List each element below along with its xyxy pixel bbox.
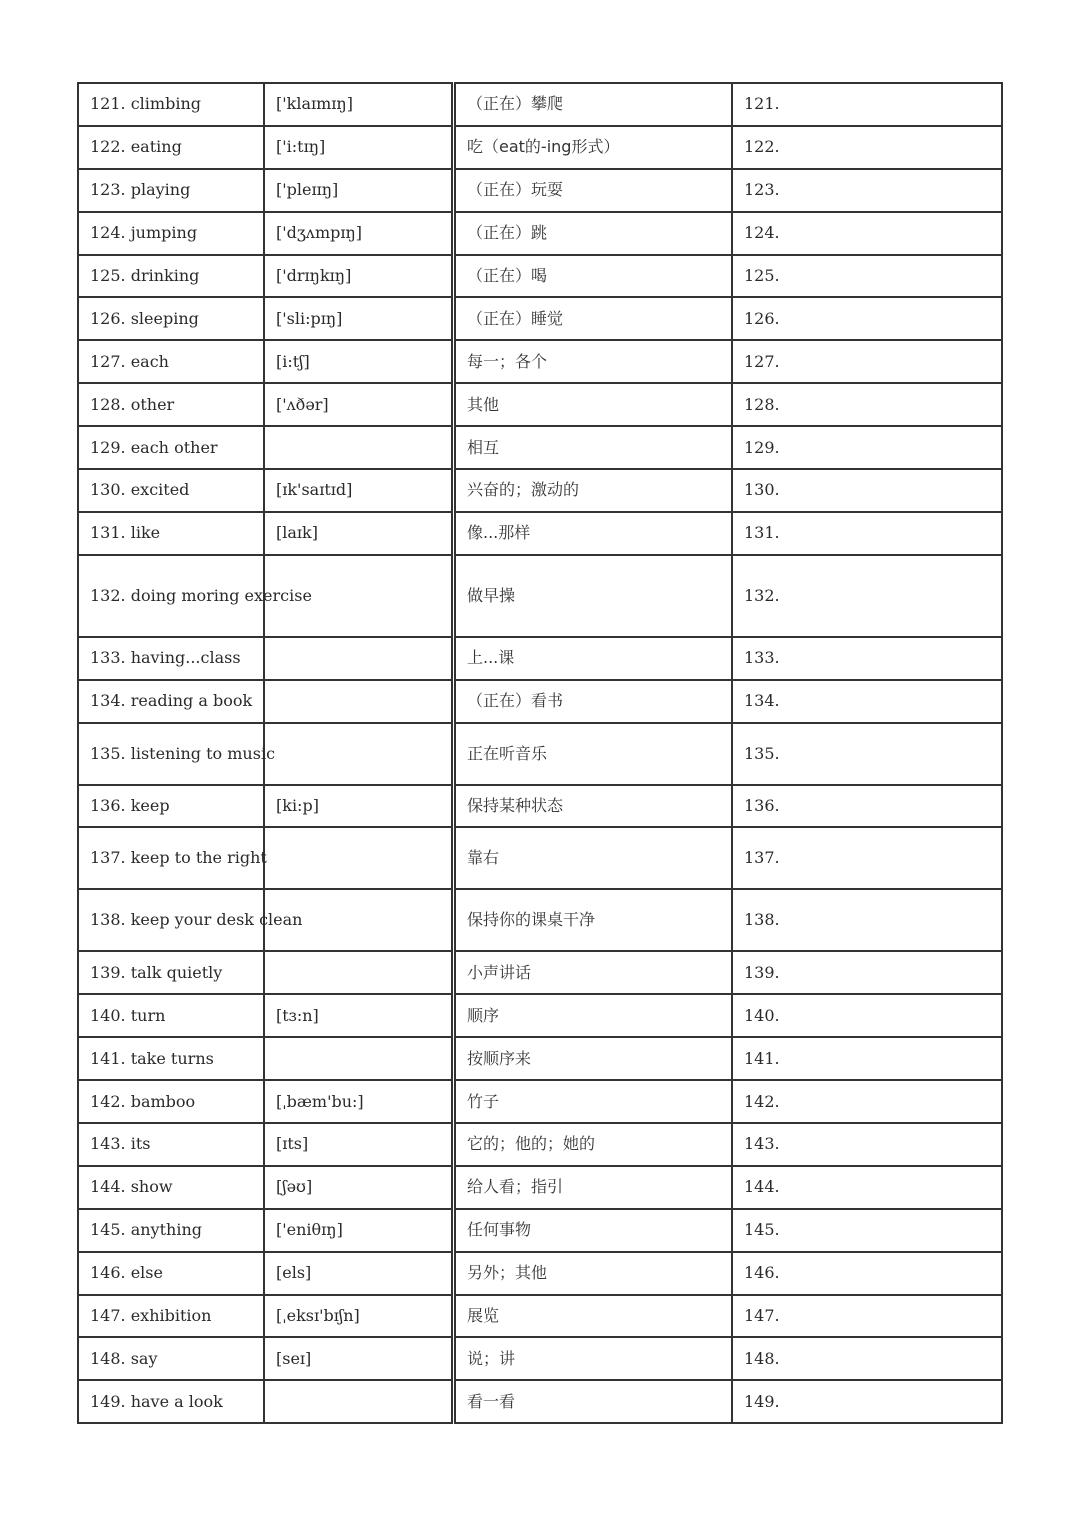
table-row [78, 469, 1002, 512]
vocabulary-table-body [78, 83, 1002, 1423]
blank-answer-cell: 134. [732, 680, 1002, 723]
blank-answer-cell: 148. [732, 1337, 1002, 1380]
table-row [78, 126, 1002, 169]
blank-answer-cell: 128. [732, 383, 1002, 426]
phonetic-cell [264, 637, 454, 680]
blank-answer-cell: 133. [732, 637, 1002, 680]
chinese-meaning-cell: 每一；各个 [454, 340, 733, 383]
blank-answer-cell: 136. [732, 785, 1002, 828]
word-cell: 124. jumping [78, 212, 264, 255]
table-row [78, 512, 1002, 555]
chinese-meaning-cell: 按顺序来 [454, 1037, 733, 1080]
phonetic-cell: [ˌbæm'bu:] [264, 1080, 454, 1123]
blank-answer-cell: 149. [732, 1380, 1002, 1423]
chinese-meaning-cell: （正在）攀爬 [454, 83, 733, 126]
word-cell: 145. anything [78, 1209, 264, 1252]
chinese-meaning-cell: 吃（eat的-ing形式） [454, 126, 733, 169]
table-row [78, 637, 1002, 680]
chinese-meaning-cell: （正在）跳 [454, 212, 733, 255]
chinese-meaning-cell: 保持某种状态 [454, 785, 733, 828]
phonetic-cell [264, 827, 454, 889]
blank-answer-cell: 122. [732, 126, 1002, 169]
blank-answer-cell: 142. [732, 1080, 1002, 1123]
word-cell: 141. take turns [78, 1037, 264, 1080]
phonetic-cell: ['eniθɪŋ] [264, 1209, 454, 1252]
phonetic-cell: ['sli:pɪŋ] [264, 297, 454, 340]
phonetic-cell: [laɪk] [264, 512, 454, 555]
blank-answer-cell: 132. [732, 555, 1002, 637]
table-row [78, 169, 1002, 212]
chinese-meaning-cell: （正在）看书 [454, 680, 733, 723]
table-row [78, 555, 1002, 637]
table-row [78, 1080, 1002, 1123]
table-row [78, 1123, 1002, 1166]
table-row [78, 1037, 1002, 1080]
vocabulary-table [77, 82, 1003, 1424]
table-row [78, 426, 1002, 469]
phonetic-cell: ['dʒʌmpɪŋ] [264, 212, 454, 255]
word-cell: 149. have a look [78, 1380, 264, 1423]
chinese-meaning-cell: 保持你的课桌干净 [454, 889, 733, 951]
chinese-meaning-cell: 像...那样 [454, 512, 733, 555]
blank-answer-cell: 123. [732, 169, 1002, 212]
chinese-meaning-cell: 另外；其他 [454, 1252, 733, 1295]
chinese-meaning-cell: 给人看；指引 [454, 1166, 733, 1209]
table-row [78, 1295, 1002, 1338]
word-cell: 147. exhibition [78, 1295, 264, 1338]
phonetic-cell: [ki:p] [264, 785, 454, 828]
phonetic-cell [264, 680, 454, 723]
blank-answer-cell: 125. [732, 255, 1002, 298]
blank-answer-cell: 135. [732, 723, 1002, 785]
blank-answer-cell: 143. [732, 1123, 1002, 1166]
phonetic-cell [264, 951, 454, 994]
word-cell: 146. else [78, 1252, 264, 1295]
phonetic-cell: [i:tʃ] [264, 340, 454, 383]
phonetic-cell: ['ʌðər] [264, 383, 454, 426]
word-cell: 134. reading a book [78, 680, 264, 723]
chinese-meaning-cell: 做早操 [454, 555, 733, 637]
table-row [78, 383, 1002, 426]
blank-answer-cell: 144. [732, 1166, 1002, 1209]
blank-answer-cell: 127. [732, 340, 1002, 383]
chinese-meaning-cell: （正在）玩耍 [454, 169, 733, 212]
chinese-meaning-cell: 相互 [454, 426, 733, 469]
table-row [78, 723, 1002, 785]
phonetic-cell: [ʃəʊ] [264, 1166, 454, 1209]
phonetic-cell: [els] [264, 1252, 454, 1295]
table-row [78, 827, 1002, 889]
word-cell: 126. sleeping [78, 297, 264, 340]
blank-answer-cell: 141. [732, 1037, 1002, 1080]
chinese-meaning-cell: 顺序 [454, 994, 733, 1037]
phonetic-cell [264, 723, 454, 785]
blank-answer-cell: 138. [732, 889, 1002, 951]
word-cell: 131. like [78, 512, 264, 555]
chinese-meaning-cell: 兴奋的；激动的 [454, 469, 733, 512]
word-cell: 140. turn [78, 994, 264, 1037]
word-cell: 122. eating [78, 126, 264, 169]
chinese-meaning-cell: 靠右 [454, 827, 733, 889]
word-cell: 148. say [78, 1337, 264, 1380]
blank-answer-cell: 129. [732, 426, 1002, 469]
blank-answer-cell: 140. [732, 994, 1002, 1037]
table-row [78, 340, 1002, 383]
word-cell: 135. listening to music [78, 723, 264, 785]
blank-answer-cell: 121. [732, 83, 1002, 126]
chinese-meaning-cell: 看一看 [454, 1380, 733, 1423]
blank-answer-cell: 139. [732, 951, 1002, 994]
chinese-meaning-cell: （正在）睡觉 [454, 297, 733, 340]
word-cell: 123. playing [78, 169, 264, 212]
word-cell: 136. keep [78, 785, 264, 828]
word-cell: 143. its [78, 1123, 264, 1166]
phonetic-cell [264, 1037, 454, 1080]
chinese-meaning-cell: 展览 [454, 1295, 733, 1338]
table-row [78, 785, 1002, 828]
blank-answer-cell: 145. [732, 1209, 1002, 1252]
table-row [78, 297, 1002, 340]
chinese-meaning-cell: 它的；他的；她的 [454, 1123, 733, 1166]
phonetic-cell: ['drɪŋkɪŋ] [264, 255, 454, 298]
table-row [78, 680, 1002, 723]
phonetic-cell: [ˌeksɪ'bɪʃn] [264, 1295, 454, 1338]
phonetic-cell: [ɪk'saɪtɪd] [264, 469, 454, 512]
phonetic-cell [264, 1380, 454, 1423]
word-cell: 142. bamboo [78, 1080, 264, 1123]
word-cell: 137. keep to the right [78, 827, 264, 889]
blank-answer-cell: 147. [732, 1295, 1002, 1338]
word-cell: 121. climbing [78, 83, 264, 126]
chinese-meaning-cell: （正在）喝 [454, 255, 733, 298]
word-cell: 130. excited [78, 469, 264, 512]
phonetic-cell: [ɪts] [264, 1123, 454, 1166]
table-row [78, 1337, 1002, 1380]
blank-answer-cell: 146. [732, 1252, 1002, 1295]
table-row [78, 889, 1002, 951]
table-row [78, 1209, 1002, 1252]
phonetic-cell: [tɜ:n] [264, 994, 454, 1037]
chinese-meaning-cell: 小声讲话 [454, 951, 733, 994]
word-cell: 129. each other [78, 426, 264, 469]
word-cell: 144. show [78, 1166, 264, 1209]
table-row [78, 1380, 1002, 1423]
blank-answer-cell: 131. [732, 512, 1002, 555]
phonetic-cell [264, 426, 454, 469]
chinese-meaning-cell: 其他 [454, 383, 733, 426]
table-row [78, 994, 1002, 1037]
word-cell: 132. doing moring exercise [78, 555, 264, 637]
phonetic-cell: ['i:tɪŋ] [264, 126, 454, 169]
phonetic-cell: ['pleɪɪŋ] [264, 169, 454, 212]
table-row [78, 83, 1002, 126]
word-cell: 127. each [78, 340, 264, 383]
word-cell: 133. having...class [78, 637, 264, 680]
chinese-meaning-cell: 上...课 [454, 637, 733, 680]
table-row [78, 212, 1002, 255]
table-row [78, 1252, 1002, 1295]
chinese-meaning-cell: 竹子 [454, 1080, 733, 1123]
table-row [78, 1166, 1002, 1209]
phonetic-cell: ['klaɪmɪŋ] [264, 83, 454, 126]
phonetic-cell: [seɪ] [264, 1337, 454, 1380]
blank-answer-cell: 126. [732, 297, 1002, 340]
word-cell: 125. drinking [78, 255, 264, 298]
table-row [78, 255, 1002, 298]
blank-answer-cell: 130. [732, 469, 1002, 512]
word-cell: 128. other [78, 383, 264, 426]
blank-answer-cell: 137. [732, 827, 1002, 889]
chinese-meaning-cell: 正在听音乐 [454, 723, 733, 785]
blank-answer-cell: 124. [732, 212, 1002, 255]
word-cell: 138. keep your desk clean [78, 889, 264, 951]
chinese-meaning-cell: 任何事物 [454, 1209, 733, 1252]
word-cell: 139. talk quietly [78, 951, 264, 994]
table-row [78, 951, 1002, 994]
chinese-meaning-cell: 说；讲 [454, 1337, 733, 1380]
